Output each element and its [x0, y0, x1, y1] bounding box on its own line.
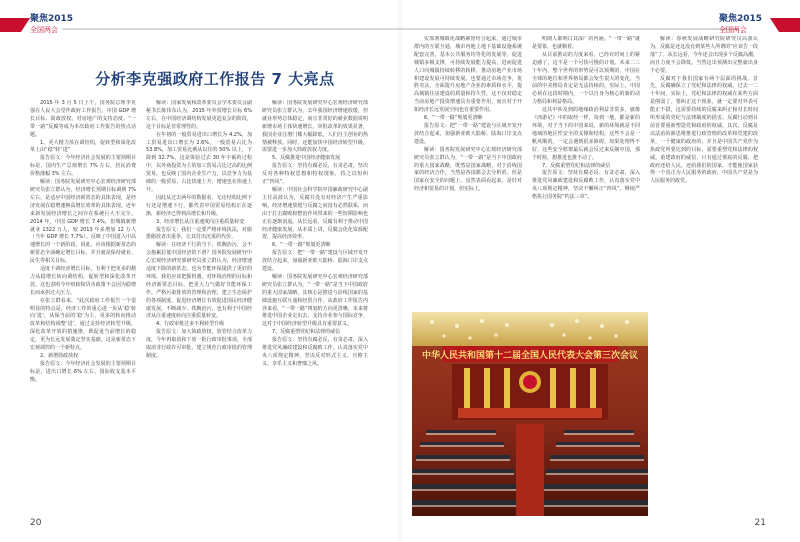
brand-title: 聚焦2015 [30, 14, 74, 24]
banner-text: 中华人民共和国第十二届全国人民代表大会第三次会议 [421, 351, 639, 361]
paragraph: 报告原文：坚持有腐必反、有贪必肃，坚决反对各种特权思想和特权现象，持之以恒纠正“四风”。 [262, 163, 368, 186]
section-heading: 6、“一带一路”规划更清晰 [272, 242, 331, 249]
section-heading: 7、反腐重塑党纪和法律的威信 [272, 329, 341, 336]
paragraph: 解读：春秋发展战略研究院研究员高波认为，反腐是还这没有到某些人所谓的“应该告一段落”了。从长远看，今年还会出现多个反腐高潮，而且力度不会降低。当然这出预测出完整就出身个必要。 [650, 36, 758, 74]
paragraph: 解读：国务院发展研究中心宏观经济研究部研究员张立群认为，去年我国经济增速放缓，但就业形势总体稳定，而且非常好的就业数据说明新增市场主体快速增长。审批改革的效果显著，我国企业注册门槛大幅降低，人们自主创业的热情被释放。同时，还能加快中国经济转型升级，需要进一步加大简政放权力度。 [262, 100, 368, 154]
paragraph: 明朗人都明白其深厂的内涵。“一带一路”就是要靠，也就顺着。 [532, 36, 640, 50]
left-column-2 [146, 100, 252, 510]
paragraph: 报告原文：坚持有腐必反、有贪必肃，深入推进党风廉政建设和反腐败工作，认真落实党中央八项规定精神，坚决不懈纠正“四风”。继续严格执行国务院“约法三章”。 [532, 170, 640, 201]
right-column-1 [414, 36, 522, 310]
section-heading: 4、行政审批过多不利转型升级 [156, 321, 225, 328]
paragraph: 在张立群看来，“此次政府工作报告一个很明显的特点是，经济工作的重心进一步从‘稳’转向‘进’，从保当前的‘稳’为主，更多的转向推动改革和结构调整‘进’。通过支持经济转型升级，深化改革开放的措施推，既促进当前增长的稳定，更为长远发展奠定坚实基础。这是新常态下宏观调控的一个新特点。 [30, 297, 136, 352]
brand-title: 聚焦2015 [718, 14, 762, 24]
paragraph: 从目前推动的力度来看，已经有时间上的紧迫感了，这不是一个可快可慢的计划。未来二三十年内，整个世界的形势是可以预期的，中国在全球的地位和世界格局都会发生很大的变化，当前的中美格局肯定是无法持续的，实际上，中国必须在这段时期内，一个以自身为核心的新的动力格局和利益格局。 [532, 51, 640, 106]
paragraph: 因此从过去两年的数据看，无论结构比例下行还是增速下行，都代表中国贸易结构正在逐渐，新经济已得到高增长和升级。 [146, 194, 252, 217]
paragraph: 解读：在经济下行的当下，铁腕治污，会不会拖累拉低中国经济的下滑？国务院发展研究中心宏观经济研究部研究员张立群认为，经济增速适度下降的新常态，也为节能环保提供了更好的环境。我们应该把握机遇，对环境治理的目标和经济新常态目标，把更大力气做好节能环保工作。严格污染排放的管理和治理，建立生态保护的各项制度，促进经济增长有效促进国民经济健康发展，不断减少，铁腕治污，也有利于中国经济从注重速度转向注重质量转变。 [146, 242, 252, 320]
paragraph: 解读：国务院发展研究中心宏观经济研究部研究员张立群认为，“一带一路”是当下中国政府的重大国家战略，既然是国家战略，对于沿线国家的经济合作，当然是各国都会去分析的。但是国家在安全的问题上，虽然表面看起来，是针对经济和贸易的计划，但实际上， [414, 146, 522, 193]
header-rule [62, 28, 400, 30]
paragraph: 解读：中国社会科学院中国廉政研究中心副主任高波认为，反腐并没有对经济产生严重影响。经济增速放缓与反腐之间没有必然联系，而由于打击腐败和整治作风带来的一些短期影响也正在逐渐消退。从长远看，反腐有利于推动中国经济健康发展，从本质上讲，反腐会优化资源配置，提高经济效率。 [262, 186, 368, 241]
section-heading: 2、新增简政放权 [40, 353, 79, 359]
spine-gutter [398, 0, 402, 542]
header-red-tab [0, 18, 30, 32]
paragraph: 这其中涉及到的地缘政治利益非常多，就像《西游记》中的取经一样，每到一地，都是新的环境，对于当下的中国来说，新的环境就是不同地域的地区性安全的支撑和结构，这些不会是一帆风顺的，一定会遇到很多障碍，如果处理得不好，这些安全框架最后就会反过来反制中国，那个时候，想推进也推不动了。 [532, 107, 640, 161]
paragraph: 报告原文：我们一定要严格环境执法，对偷排偷放者出重拳，让其付出沉重的代价。 [146, 226, 252, 241]
right-column-2 [532, 36, 640, 310]
brand-subtitle: 全国两会 [30, 26, 58, 34]
paragraph: 在年初的一般贸易进出口增长为 4.2%，加工贸易进出口增长为 2.6%，一般贸易占比为 53.8%，加工贸易比例从以往的 50% 以上，下降到 32.7%。这是体验过去 30 年丰硕的过程中，以外商投资为主的加工贸易占比过高的比例贸易，也反映了国内企业生产力，以竞争力为基础的一般贸易，占比快速上升，增速也在快速上升。 [146, 131, 252, 193]
right-column-3 [650, 36, 758, 510]
page-number: 20 [30, 518, 42, 528]
paragraph: 解读：国家发展和改革委员会学术委员会副秘书长陈伟东认为，2015 年外贸增长目标 6% 左右，在中国经济调结构发展更趋复杂的阶段，这个目标是非常理性的。 [146, 100, 252, 130]
section-heading: 1、更大精力放在调结构，促转型和深化改革上由“稳”转“进” [30, 139, 136, 154]
paragraph: 解读：国务院发展研究中心宏观经济研究部研究员张立群认为，“一带一路”是当下中国政府的重大国家战略，其核心是推进与沿线国家的基础设施互联互通和经贸合作。从政府工作报告内容来看，“一带一路”规划的方向更清晰，未来将推进中国企业走出去，支持企业参与国际竞争，这对于中国经济转型升级具有重要意义。 [262, 273, 368, 328]
header-rule [400, 28, 738, 30]
paragraph: 报告原文：把“一带一路”建设与区域开发开放结合起来，加强新亚欧大陆桥、陆海口岸支点建设。 [414, 122, 522, 145]
hall-illustration [412, 312, 648, 516]
section-brand [719, 14, 762, 35]
section-heading: 6、“一带一路”规划更清晰 [424, 115, 483, 122]
article-title: 分析李克强政府工作报告 7 大亮点 [95, 70, 335, 88]
paragraph: 解读：国务院发展研究中心宏观经济研究部研究员张立群认为，经济增长预期目标调到 7% 左右，是适应中国经济新常态的具体表现，是经济发展在稳增速换高增长效率的具体表现。近年来新发展经济增长之间存在系统巨大不完全。2014 年，中国 GDP 增长 7.4%，但城镇新增就业 1322 万人，较 2013 年多增加 12 万人（当年 GDP 增长 7.7%）。反映了中国进入中高速增长的一个新阶段。因此，应该根据新常态的新常态全面确定增长目标，并且就是保持就业、民生等相关目标。 [30, 179, 136, 265]
header-red-tab [770, 18, 800, 32]
paragraph: 适度下调经济增长目标，有利于把更多的精力从稳增长转向调结构，促转型和深化改革开放。这也表明今年财政和货币政策不会因为稳增长而承担过大压力。 [30, 266, 136, 296]
paragraph: 报告原文：加大简政放权，放管结合改革力度，今年再取消和下放一批行政审批事项，全部取消非行政许可审批，建立规范行政审批的管理制度。 [146, 329, 252, 359]
section-heading: 3、经济增长从注重速度向注重质量转变 [156, 218, 245, 225]
section-heading: 5、反腐推进中国经济健康发展 [272, 155, 341, 162]
section-brand [30, 14, 73, 35]
paragraph: 报告原文：坚持有腐必反、有贪必肃，深入推进党风廉政建设和反腐败工作。认真落实党中央八项规定精神，坚决反对形式主义、官僚主义、享乐主义和奢靡之风。 [262, 337, 368, 367]
left-column-3 [262, 100, 368, 510]
right-page [400, 0, 800, 542]
page-number: 21 [754, 518, 766, 528]
paragraph: 2015 年 3 月 5 日上午，国务院总理李克强在人民大会堂作政府工作报告，中国 GDP 增长目标、简政放权、对房地产的支持态度、“一带一路”反腐等成为本次政府工作报告的热点话题。 [30, 100, 136, 138]
paragraph: 反腐对于我们国家有两个层面的挑战。首先，反腐确保立了党纪和法律的权威。过去一二十年间，实际上，党纪和法律的权威在某些方面是削弱了。要纠正这个现象，就一定要对外表可能正不措，这需要持续的反腐来纠正和对长时间所形成的党纪与法律制度的损害。反腐行动到目前首要重新塑造党和政府的权威。其次，反腐是以法治的新思维推进行政管理的改革和党建的改革，一个健康的政府的，并且是中国共产党作为执政党所要达到的目标，需要重塑党和法律的权威。重建政府的威信，只有通过彻底的反腐，把政府还给人民，还给我们的国家，才能使国家获得一个真正为人民服务的政府，中国共产党是为人民服务的政党。 [650, 75, 758, 185]
paragraph: 报告原文：今年经济社会发展的主要预期目标是，进出口增长 6% 左右，国际收支基本平衡。 [30, 360, 136, 383]
brand-subtitle: 全国两会 [718, 26, 747, 34]
paragraph: 报告原文：今年经济社会发展的主要预期目标是，国内生产总值增长 7% 左右，居民消费价格涨幅 3% 左右。 [30, 155, 136, 178]
congress-hall-photo [412, 312, 648, 516]
section-heading: 7、反腐重塑党纪和法律的威信 [542, 162, 611, 169]
paragraph: 报告原文：把“一带一路”建设与区域开发开放结合起来，加强新亚欧大陆桥、陆海口岸支点建设。 [262, 250, 368, 273]
paragraph: 实部署城镇化战略紧密结合起来，通过城市群内的互联互通，城市内地上地下基础设施系统配套完善，基本公共服务均等化的发展等，促进城镇多极支撑，可持续发展能力提高，进而促进人口向城镇持续转移的转移，推动房地产业市场和建设发展可持续发展。也要通过市场竞争，优胜劣汰，全面提升房地产企业的素质和水平，提高城镇住房建设的质量和持久性，这不仅对稳定当前房地产投资增速具有重要作用，而且对于开拓经济长远发展空间也有重要作用。 [414, 36, 522, 114]
left-column-1 [30, 100, 136, 510]
